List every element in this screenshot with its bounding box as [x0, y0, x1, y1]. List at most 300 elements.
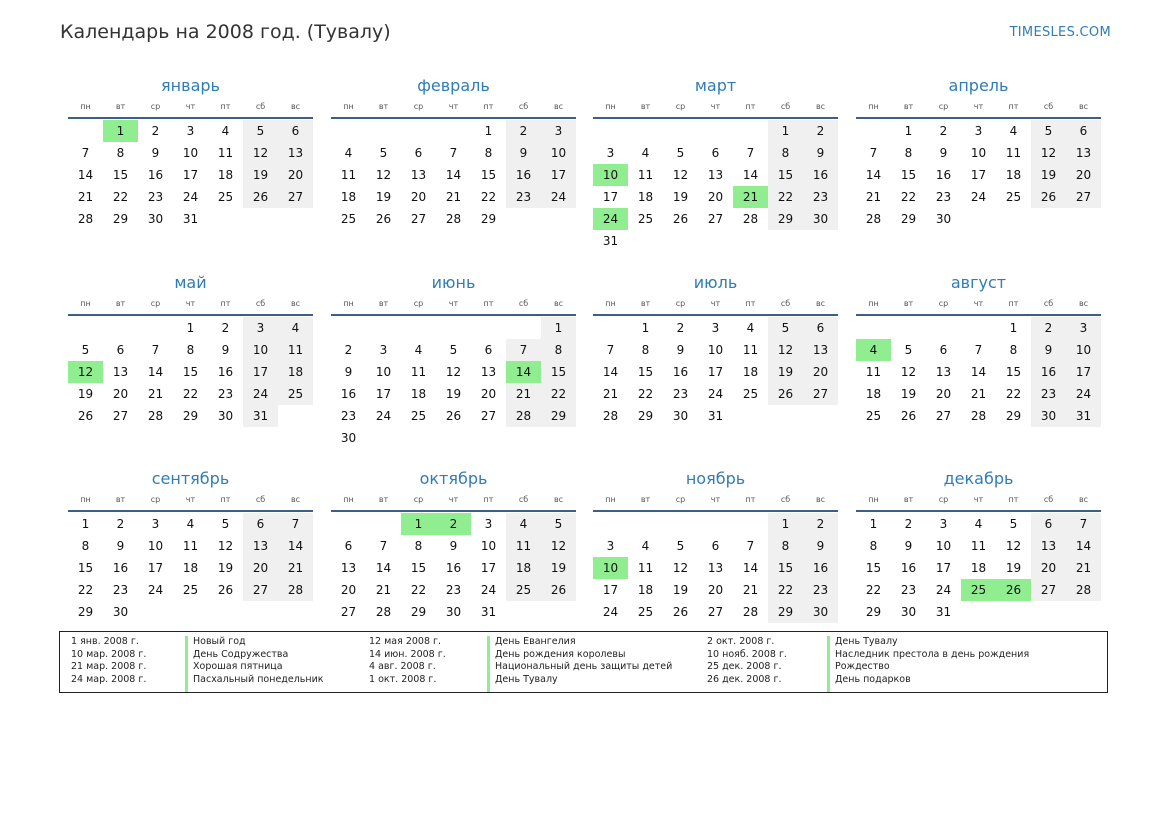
- day-cell: 16: [900, 561, 917, 575]
- month-name: сентябрь: [151, 469, 230, 488]
- weekday-label: пн: [868, 102, 879, 111]
- weekend-day-cell: 11: [506, 535, 541, 557]
- empty-cell: [891, 317, 926, 339]
- day-cell: 29: [112, 212, 129, 226]
- weekend-day-cell: 8: [768, 142, 803, 164]
- day-cell: 11: [637, 561, 654, 575]
- legend-column: [707, 636, 1035, 692]
- weekday-label: вт: [378, 495, 389, 504]
- weekend-day-cell: 6: [243, 513, 278, 535]
- weekend-day-cell: 25: [278, 383, 313, 405]
- weekend-day-cell: 26: [541, 579, 576, 601]
- day-cell: 18: [637, 583, 654, 597]
- weekday-label: вс: [290, 299, 301, 308]
- day-cell: 3: [974, 124, 983, 138]
- weekday-label: ср: [413, 102, 424, 111]
- weekday-label: пн: [343, 102, 354, 111]
- day-cell: 25: [340, 212, 357, 226]
- weekend-day-cell: 27: [1031, 579, 1066, 601]
- weekend-day-cell: 6: [278, 120, 313, 142]
- day-cell: 25: [182, 583, 199, 597]
- weekend-day-cell: 14: [1066, 535, 1101, 557]
- weekday-label: чт: [448, 102, 459, 111]
- day-cell: 11: [217, 146, 234, 160]
- day-cell: 31: [707, 409, 724, 423]
- weekend-day-cell: 3: [541, 120, 576, 142]
- weekend-day-cell: 20: [803, 361, 838, 383]
- holiday-day-cell: 12: [68, 361, 103, 383]
- holiday-name: День Тувалу: [835, 636, 898, 647]
- day-cell: 6: [116, 343, 125, 357]
- day-cell: 28: [970, 409, 987, 423]
- weekend-day-cell: 24: [1066, 383, 1101, 405]
- empty-cell: [436, 317, 471, 339]
- day-cell: 16: [935, 168, 952, 182]
- weekday-label: вт: [640, 299, 651, 308]
- day-cell: 15: [865, 561, 882, 575]
- day-cell: 7: [379, 539, 388, 553]
- day-cell: 15: [900, 168, 917, 182]
- day-cell: 5: [904, 343, 913, 357]
- month-2: [331, 75, 576, 230]
- day-cell: 22: [1005, 387, 1022, 401]
- weekend-day-cell: 27: [1066, 186, 1101, 208]
- day-cell: 18: [970, 561, 987, 575]
- weekend-day-cell: 27: [803, 383, 838, 405]
- day-cell: 7: [606, 343, 615, 357]
- day-cell: 11: [637, 168, 654, 182]
- holiday-name: Национальный день защиты детей: [495, 661, 673, 672]
- weekend-day-cell: 23: [803, 186, 838, 208]
- weekend-day-cell: 19: [541, 557, 576, 579]
- empty-cell: [856, 120, 891, 142]
- weekday-header: [331, 97, 576, 119]
- weekday-label: пт: [1008, 495, 1019, 504]
- day-cell: 6: [414, 146, 423, 160]
- day-cell: 9: [116, 539, 125, 553]
- weekend-day-cell: 12: [541, 535, 576, 557]
- day-cell: 23: [112, 583, 129, 597]
- day-cell: 25: [217, 190, 234, 204]
- weekday-header: [593, 294, 838, 316]
- day-cell: 4: [746, 321, 755, 335]
- empty-cell: [663, 513, 698, 535]
- day-cell: 25: [742, 387, 759, 401]
- day-cell: 28: [602, 409, 619, 423]
- empty-cell: [471, 317, 506, 339]
- day-cell: 13: [410, 168, 427, 182]
- day-cell: 14: [602, 365, 619, 379]
- day-cell: 23: [935, 190, 952, 204]
- day-cell: 4: [221, 124, 230, 138]
- weekday-label: ср: [675, 495, 686, 504]
- day-cell: 27: [410, 212, 427, 226]
- holiday-name: День Содружества: [193, 648, 289, 660]
- day-cell: 15: [637, 365, 654, 379]
- day-cell: 29: [410, 605, 427, 619]
- weekend-day-cell: 22: [541, 383, 576, 405]
- weekday-label: ср: [413, 495, 424, 504]
- day-cell: 25: [410, 409, 427, 423]
- day-cell: 26: [77, 409, 94, 423]
- day-cell: 27: [935, 409, 952, 423]
- day-cell: 19: [672, 190, 689, 204]
- weekend-day-cell: 9: [1031, 339, 1066, 361]
- weekday-label: чт: [185, 495, 196, 504]
- day-cell: 6: [344, 539, 353, 553]
- day-cell: 2: [904, 517, 913, 531]
- day-cell: 23: [445, 583, 462, 597]
- weekday-label: пн: [605, 495, 616, 504]
- weekday-header: [331, 294, 576, 316]
- holiday-day-cell: 25: [961, 579, 996, 601]
- day-cell: 13: [340, 561, 357, 575]
- empty-cell: [733, 513, 768, 535]
- weekend-day-cell: 21: [506, 383, 541, 405]
- day-cell: 15: [112, 168, 129, 182]
- day-cell: 31: [935, 605, 952, 619]
- weekend-day-cell: 19: [1031, 164, 1066, 186]
- day-cell: 4: [186, 517, 195, 531]
- day-cell: 14: [375, 561, 392, 575]
- day-cell: 9: [939, 146, 948, 160]
- weekend-day-cell: 27: [243, 579, 278, 601]
- days-grid: [856, 316, 1101, 427]
- empty-cell: [961, 317, 996, 339]
- days-grid: [68, 316, 313, 427]
- weekend-day-cell: 11: [278, 339, 313, 361]
- day-cell: 3: [606, 539, 615, 553]
- day-cell: 5: [379, 146, 388, 160]
- weekday-label: чт: [710, 102, 721, 111]
- day-cell: 3: [186, 124, 195, 138]
- holiday-date: 21 мар. 2008 г.: [71, 661, 147, 672]
- weekend-day-cell: 6: [1066, 120, 1101, 142]
- day-cell: 23: [340, 409, 357, 423]
- day-cell: 2: [939, 124, 948, 138]
- month-name: ноябрь: [685, 469, 746, 488]
- weekend-day-cell: 28: [1066, 579, 1101, 601]
- weekday-label: вт: [115, 299, 126, 308]
- weekday-header: [68, 294, 313, 316]
- day-cell: 15: [410, 561, 427, 575]
- day-cell: 29: [865, 605, 882, 619]
- weekend-day-cell: 29: [768, 601, 803, 623]
- days-grid: [856, 119, 1101, 230]
- day-cell: 23: [900, 583, 917, 597]
- empty-cell: [856, 317, 891, 339]
- day-cell: 10: [480, 539, 497, 553]
- empty-cell: [68, 317, 103, 339]
- weekend-day-cell: 26: [243, 186, 278, 208]
- empty-cell: [436, 120, 471, 142]
- day-cell: 18: [742, 365, 759, 379]
- day-cell: 31: [480, 605, 497, 619]
- day-cell: 3: [939, 517, 948, 531]
- empty-cell: [593, 513, 628, 535]
- weekend-day-cell: 21: [1066, 557, 1101, 579]
- day-cell: 24: [935, 583, 952, 597]
- day-cell: 23: [147, 190, 164, 204]
- day-cell: 8: [116, 146, 125, 160]
- weekday-header: [331, 490, 576, 512]
- day-cell: 26: [672, 212, 689, 226]
- day-cell: 7: [81, 146, 90, 160]
- day-cell: 19: [672, 583, 689, 597]
- day-cell: 21: [445, 190, 462, 204]
- day-cell: 8: [1009, 343, 1018, 357]
- weekday-label: пн: [605, 299, 616, 308]
- day-cell: 11: [1005, 146, 1022, 160]
- empty-cell: [401, 120, 436, 142]
- weekday-label: ср: [938, 102, 949, 111]
- holiday-date: 24 мар. 2008 г.: [71, 673, 147, 685]
- weekday-label: сб: [780, 299, 791, 308]
- day-cell: 14: [970, 365, 987, 379]
- day-cell: 21: [602, 387, 619, 401]
- empty-cell: [733, 120, 768, 142]
- weekend-day-cell: 28: [278, 579, 313, 601]
- day-cell: 28: [742, 212, 759, 226]
- day-cell: 11: [182, 539, 199, 553]
- weekend-day-cell: 1: [541, 317, 576, 339]
- month-3: [593, 75, 838, 252]
- days-grid: [331, 119, 576, 230]
- weekday-label: вт: [378, 299, 389, 308]
- weekend-day-cell: 6: [803, 317, 838, 339]
- day-cell: 8: [81, 539, 90, 553]
- day-cell: 21: [865, 190, 882, 204]
- weekday-label: вс: [553, 299, 564, 308]
- weekday-label: чт: [710, 495, 721, 504]
- site-link[interactable]: TIMESLES.COM: [1009, 25, 1111, 40]
- day-cell: 18: [410, 387, 427, 401]
- weekday-label: сб: [518, 299, 529, 308]
- weekday-header: [593, 97, 838, 119]
- day-cell: 14: [445, 168, 462, 182]
- day-cell: 30: [217, 409, 234, 423]
- month-6: [331, 272, 576, 449]
- day-cell: 12: [672, 168, 689, 182]
- day-cell: 27: [112, 409, 129, 423]
- holiday-day-cell: 14: [506, 361, 541, 383]
- day-cell: 17: [970, 168, 987, 182]
- weekend-day-cell: 5: [243, 120, 278, 142]
- day-cell: 30: [147, 212, 164, 226]
- weekday-label: пт: [745, 495, 756, 504]
- holiday-name: День рождения королевы: [495, 648, 626, 660]
- weekday-label: пт: [220, 102, 231, 111]
- weekday-label: вт: [115, 102, 126, 111]
- day-cell: 5: [676, 539, 685, 553]
- weekday-label: ср: [938, 299, 949, 308]
- day-cell: 16: [445, 561, 462, 575]
- day-cell: 7: [869, 146, 878, 160]
- holiday-day-cell: 10: [593, 164, 628, 186]
- holiday-day-cell: 26: [996, 579, 1031, 601]
- day-cell: 21: [970, 387, 987, 401]
- weekend-day-cell: 2: [1031, 317, 1066, 339]
- day-cell: 16: [112, 561, 129, 575]
- month-11: [593, 468, 838, 623]
- day-cell: 16: [217, 365, 234, 379]
- weekend-day-cell: 19: [768, 361, 803, 383]
- weekday-label: чт: [973, 495, 984, 504]
- weekend-day-cell: 12: [1031, 142, 1066, 164]
- day-cell: 29: [182, 409, 199, 423]
- weekday-label: сб: [1043, 495, 1054, 504]
- weekend-day-cell: 18: [506, 557, 541, 579]
- day-cell: 23: [217, 387, 234, 401]
- day-cell: 30: [672, 409, 689, 423]
- weekday-label: пн: [605, 102, 616, 111]
- day-cell: 4: [414, 343, 423, 357]
- day-cell: 2: [151, 124, 160, 138]
- month-name: май: [174, 273, 207, 292]
- day-cell: 19: [900, 387, 917, 401]
- day-cell: 2: [221, 321, 230, 335]
- weekday-header: [856, 294, 1101, 316]
- weekend-day-cell: 22: [768, 186, 803, 208]
- weekend-day-cell: 8: [768, 535, 803, 557]
- weekend-day-cell: 16: [1031, 361, 1066, 383]
- day-cell: 14: [742, 561, 759, 575]
- day-cell: 17: [602, 583, 619, 597]
- day-cell: 20: [935, 387, 952, 401]
- weekend-day-cell: 1: [768, 513, 803, 535]
- day-cell: 5: [449, 343, 458, 357]
- day-cell: 27: [480, 409, 497, 423]
- weekend-day-cell: 2: [803, 513, 838, 535]
- weekend-day-cell: 15: [768, 164, 803, 186]
- weekday-label: чт: [185, 102, 196, 111]
- holiday-day-cell: 1: [401, 513, 436, 535]
- day-cell: 5: [221, 517, 230, 531]
- weekend-day-cell: 9: [803, 142, 838, 164]
- weekend-day-cell: 23: [506, 186, 541, 208]
- holiday-name: День Тувалу: [495, 673, 558, 685]
- weekday-label: вт: [378, 102, 389, 111]
- day-cell: 28: [147, 409, 164, 423]
- weekday-header: [68, 97, 313, 119]
- weekend-day-cell: 30: [803, 601, 838, 623]
- weekend-day-cell: 16: [803, 164, 838, 186]
- empty-cell: [698, 120, 733, 142]
- day-cell: 17: [182, 168, 199, 182]
- weekend-day-cell: 4: [506, 513, 541, 535]
- day-cell: 8: [186, 343, 195, 357]
- day-cell: 3: [711, 321, 720, 335]
- month-8: [856, 272, 1101, 427]
- day-cell: 1: [484, 124, 493, 138]
- day-cell: 7: [974, 343, 983, 357]
- weekend-day-cell: 15: [768, 557, 803, 579]
- day-cell: 22: [865, 583, 882, 597]
- day-cell: 16: [672, 365, 689, 379]
- weekday-label: пн: [80, 102, 91, 111]
- month-4: [856, 75, 1101, 230]
- day-cell: 18: [182, 561, 199, 575]
- day-cell: 4: [641, 539, 650, 553]
- day-cell: 24: [375, 409, 392, 423]
- month-name: октябрь: [419, 469, 488, 488]
- day-cell: 20: [707, 190, 724, 204]
- day-cell: 18: [865, 387, 882, 401]
- day-cell: 17: [602, 190, 619, 204]
- holiday-date: 14 июн. 2008 г.: [369, 648, 446, 660]
- empty-cell: [593, 120, 628, 142]
- weekday-header: [856, 97, 1101, 119]
- day-cell: 5: [81, 343, 90, 357]
- weekday-label: вт: [903, 102, 914, 111]
- empty-cell: [103, 317, 138, 339]
- weekday-label: пт: [483, 102, 494, 111]
- weekday-label: пт: [483, 299, 494, 308]
- day-cell: 28: [445, 212, 462, 226]
- month-9: [68, 468, 313, 623]
- weekend-day-cell: 10: [541, 142, 576, 164]
- empty-cell: [366, 513, 401, 535]
- day-cell: 21: [147, 387, 164, 401]
- day-cell: 4: [974, 517, 983, 531]
- empty-cell: [698, 513, 733, 535]
- weekend-day-cell: 1: [768, 120, 803, 142]
- weekday-label: сб: [255, 495, 266, 504]
- days-grid: [68, 512, 313, 623]
- day-cell: 30: [340, 431, 357, 445]
- day-cell: 6: [711, 539, 720, 553]
- weekday-header: [68, 490, 313, 512]
- day-cell: 12: [445, 365, 462, 379]
- day-cell: 27: [707, 605, 724, 619]
- holiday-name: Наследник престола в день рождения: [835, 648, 1030, 660]
- month-1: [68, 75, 313, 230]
- weekend-day-cell: 27: [278, 186, 313, 208]
- weekend-day-cell: 28: [506, 405, 541, 427]
- empty-cell: [138, 317, 173, 339]
- empty-cell: [926, 317, 961, 339]
- weekend-day-cell: 7: [278, 513, 313, 535]
- day-cell: 22: [637, 387, 654, 401]
- day-cell: 3: [606, 146, 615, 160]
- weekend-day-cell: 9: [803, 535, 838, 557]
- weekday-label: сб: [518, 102, 529, 111]
- day-cell: 19: [1005, 561, 1022, 575]
- day-cell: 26: [217, 583, 234, 597]
- day-cell: 12: [217, 539, 234, 553]
- day-cell: 30: [935, 212, 952, 226]
- day-cell: 1: [869, 517, 878, 531]
- day-cell: 11: [865, 365, 882, 379]
- holiday-day-cell: 4: [856, 339, 891, 361]
- holiday-day-cell: 21: [733, 186, 768, 208]
- weekend-day-cell: 13: [1066, 142, 1101, 164]
- weekday-label: ср: [413, 299, 424, 308]
- day-cell: 22: [900, 190, 917, 204]
- month-5: [68, 272, 313, 427]
- day-cell: 11: [970, 539, 987, 553]
- day-cell: 31: [602, 234, 619, 248]
- day-cell: 7: [449, 146, 458, 160]
- page-title: Календарь на 2008 год. (Тувалу): [60, 21, 391, 43]
- month-10: [331, 468, 576, 623]
- day-cell: 12: [672, 561, 689, 575]
- weekday-label: пт: [483, 495, 494, 504]
- weekday-label: ср: [150, 495, 161, 504]
- day-cell: 20: [112, 387, 129, 401]
- day-cell: 29: [900, 212, 917, 226]
- weekday-label: вс: [553, 102, 564, 111]
